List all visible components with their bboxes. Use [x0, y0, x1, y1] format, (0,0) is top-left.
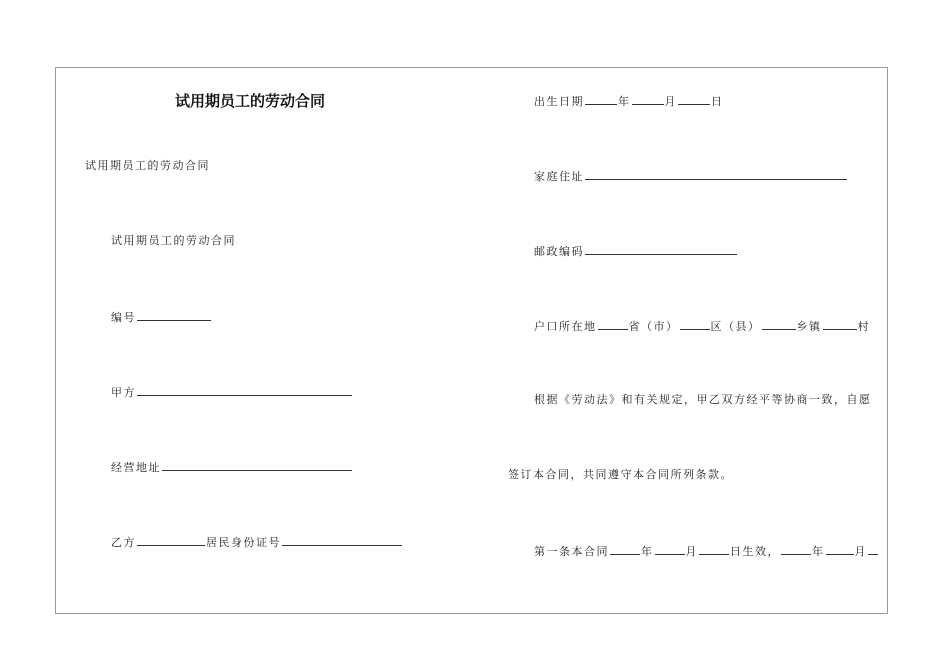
home-address-line: [534, 168, 848, 184]
clause-start-day-blank: [699, 543, 729, 555]
party-b-label: 乙方: [111, 536, 136, 549]
postal-code-line: [534, 243, 738, 259]
hukou-province-blank: [598, 318, 628, 330]
birth-year-blank: [585, 93, 617, 105]
home-address-blank: [585, 168, 847, 180]
party-a-line: [111, 384, 353, 400]
hukou-line: [534, 318, 870, 334]
id-number-blank: [282, 534, 402, 546]
clause-end-tail-blank: [868, 543, 878, 555]
contract-number-line: [111, 309, 212, 325]
clause-start-year-label: 年: [641, 545, 654, 558]
subtitle-line: 试用期员工的劳动合同: [85, 159, 210, 172]
clause-one-line: [534, 543, 879, 559]
preamble-line-1: 根据《劳动法》和有关规定，甲乙双方经平等协商一致，自愿: [534, 393, 872, 406]
indented-title-line: 试用期员工的劳动合同: [111, 234, 236, 247]
home-address-label: 家庭住址: [534, 170, 584, 183]
birth-date-line: [534, 93, 724, 109]
business-address-blank: [162, 459, 352, 471]
document-title: 试用期员工的劳动合同: [175, 92, 326, 110]
hukou-village-label: 村: [857, 320, 870, 333]
id-number-label: 居民身份证号: [206, 536, 281, 549]
party-b-line: [111, 534, 403, 550]
contract-number-blank: [137, 309, 211, 321]
party-a-blank: [137, 384, 352, 396]
postal-code-label: 邮政编码: [534, 245, 584, 258]
hukou-district-blank: [680, 318, 710, 330]
clause-end-month-blank: [826, 543, 854, 555]
contract-number-label: 编号: [111, 311, 136, 324]
party-a-label: 甲方: [111, 386, 136, 399]
business-address-line: [111, 459, 353, 475]
postal-code-blank: [585, 243, 737, 255]
clause-start-month-blank: [655, 543, 685, 555]
hukou-village-blank: [823, 318, 857, 330]
birth-year-label: 年: [618, 95, 631, 108]
clause-start-year-blank: [610, 543, 640, 555]
clause-end-year-blank: [781, 543, 811, 555]
clause-end-month-label: 月: [854, 545, 867, 558]
preamble-line-2: 签订本合同，共同遵守本合同所列条款。: [508, 468, 733, 481]
hukou-town-blank: [762, 318, 796, 330]
party-b-blank: [137, 534, 205, 546]
birth-month-blank: [632, 93, 664, 105]
hukou-label: 户口所在地: [534, 320, 597, 333]
birth-month-label: 月: [664, 95, 677, 108]
birth-date-label: 出生日期: [534, 95, 584, 108]
birth-day-blank: [678, 93, 710, 105]
clause-start-month-label: 月: [685, 545, 698, 558]
hukou-town-label: 乡镇: [796, 320, 822, 333]
clause-one-label: 第一条本合同: [534, 545, 609, 558]
clause-end-year-label: 年: [812, 545, 825, 558]
document-page: [55, 67, 888, 614]
hukou-province-label: 省（市）: [628, 320, 679, 333]
hukou-district-label: 区（县）: [710, 320, 761, 333]
business-address-label: 经营地址: [111, 461, 161, 474]
clause-effective-label: 日生效，: [730, 545, 780, 558]
birth-day-label: 日: [711, 95, 724, 108]
